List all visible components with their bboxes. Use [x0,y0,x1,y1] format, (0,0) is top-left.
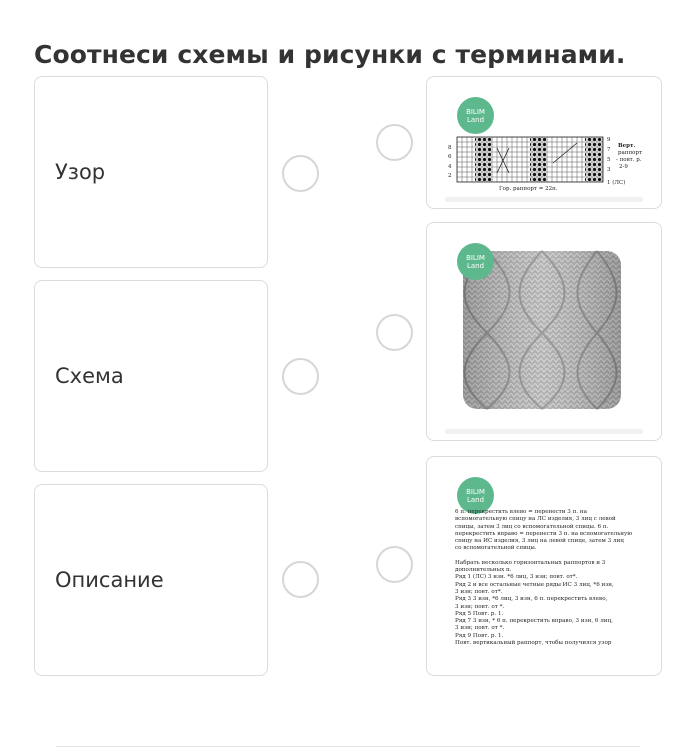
image-connector-radio[interactable] [376,314,413,351]
row-number: 8 [448,145,452,151]
row-number: 4 [448,164,452,170]
term-label: Узор [55,160,106,184]
knitting-description-text: 6 п. перекрестить влево = перенести 3 п. на вспомогательную спицу на ЛС изделия, 3 лиц с левой спицы, затем 3 лиц со вспомогательной спицы. 6 п. перекрестить вправо = перенести 3 п. на вспомогательную спицу на ИС изделия, 3 лиц на левой спице, затем 3 лиц со вспомогательной спицы. Набрать несколько горизонтальных раппортов и 3 дополнительных п. Ряд 1 (ЛС) 3 изн. *6 лиц, 3 изн; повт. от*. Ряд 2 и все остальные четные ряды ИС 3 лиц, *6 изн, 3 изн; повт. от*. Ряд 3 3 изн, *6 лиц, 3 изн, 6 п. перекрестить влево, 3 изн; повт. от *. Ряд 5 Повт. р. 1. Ряд 7 3 изн, * 6 п. перекрестить вправо, 3 изн, 6 лиц, 3 изн; повт. от *. Ряд 9 Повт. р. 1. Повт. вертикальный раппорт, чтобы получился узор [455,509,633,647]
bilimland-logo-icon: BILIM Land [457,243,494,280]
term-connector-radio[interactable] [282,358,319,395]
image-connector-radio[interactable] [376,124,413,161]
vert-repeat-label: раппорт [618,150,643,156]
vert-repeat-label: 2-9 [619,164,628,170]
term-card-scheme[interactable] [34,280,268,472]
scheme-chart-image [427,77,662,209]
card-footer-bar [445,429,643,434]
row-number: 3 [607,167,611,173]
row-number: 7 [607,147,611,153]
bilimland-logo-icon: BILIM Land [457,97,494,134]
image-card-pattern[interactable] [426,222,662,441]
bottom-divider [56,746,640,747]
row-number: 5 [607,157,611,163]
term-connector-radio[interactable] [282,155,319,192]
term-label: Схема [55,364,124,388]
image-card-description[interactable] [426,456,662,676]
term-card-description[interactable] [34,484,268,676]
term-connector-radio[interactable] [282,561,319,598]
vert-repeat-label: - повт. р. [616,157,642,163]
vert-repeat-label: Верт. [618,143,636,149]
term-card-pattern[interactable] [34,76,268,268]
row-number: 2 [448,173,452,179]
image-connector-radio[interactable] [376,546,413,583]
row-number: 1 (ЛС) [607,180,626,186]
term-label: Описание [55,568,164,592]
bilimland-logo-icon: BILIM Land [457,477,494,514]
row-number: 6 [448,154,452,160]
card-footer-bar [445,197,643,202]
question-title: Соотнеси схемы и рисунки с терминами. [34,40,626,69]
image-card-scheme[interactable] [426,76,662,209]
row-number: 9 [607,137,611,143]
horiz-repeat-label: Гор. раппорт = 22п. [499,186,558,192]
